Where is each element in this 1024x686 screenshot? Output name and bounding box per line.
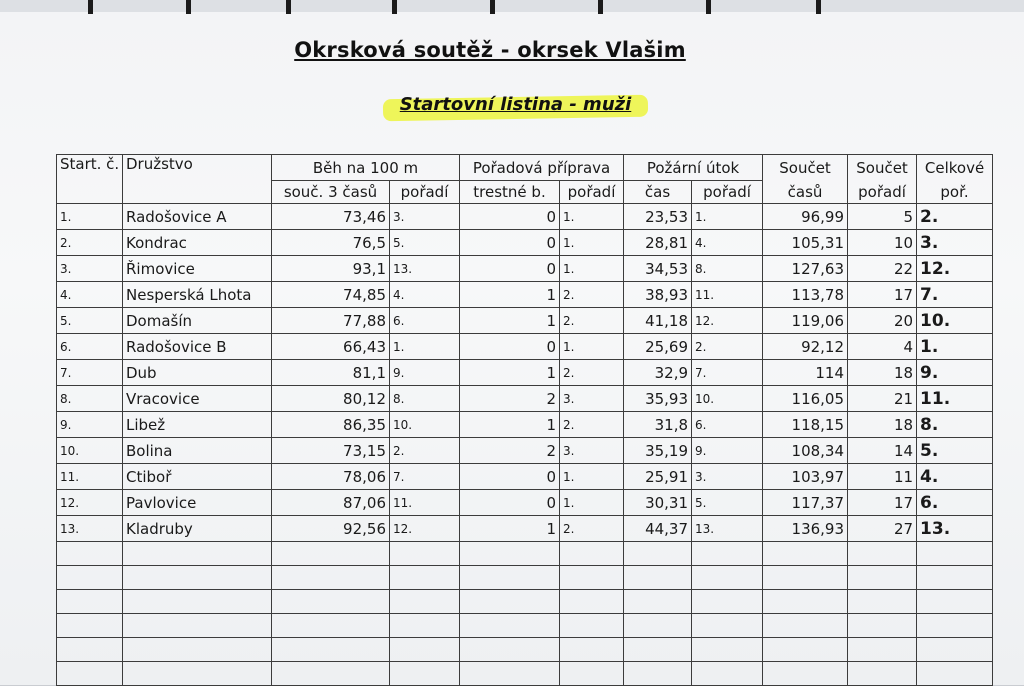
cell-run-rank: 6. [390, 308, 460, 334]
cell-overall: 11. [917, 386, 993, 412]
empty-cell [917, 590, 993, 614]
table-row [57, 308, 993, 334]
empty-cell [917, 638, 993, 662]
col-sum-time-1: Součet [763, 155, 848, 181]
cell-team: Radošovice A [123, 204, 272, 230]
cell-prep-rank: 1. [560, 334, 624, 360]
pin-mark [392, 0, 397, 14]
empty-cell [624, 638, 692, 662]
cell-attack-rank: 6. [692, 412, 763, 438]
empty-cell [123, 566, 272, 590]
cell-team: Kladruby [123, 516, 272, 542]
cell-penalty: 1 [460, 360, 560, 386]
empty-cell [57, 590, 123, 614]
col-sum-time-2: časů [763, 181, 848, 204]
cell-sum-rank: 4 [848, 334, 917, 360]
table-row [57, 282, 993, 308]
cell-start: 13. [57, 516, 123, 542]
cell-sum-rank: 11 [848, 464, 917, 490]
col-sum-rank-1: Součet [848, 155, 917, 181]
pin-mark [490, 0, 495, 14]
empty-cell [917, 614, 993, 638]
empty-cell [272, 542, 390, 566]
cell-sum-time: 113,78 [763, 282, 848, 308]
cell-sum-time: 92,12 [763, 334, 848, 360]
col-attack-rank: pořadí [692, 181, 763, 204]
empty-row [57, 662, 993, 686]
empty-cell [390, 614, 460, 638]
cell-overall: 10. [917, 308, 993, 334]
pin-mark [706, 0, 711, 14]
cell-sum-time: 136,93 [763, 516, 848, 542]
col-prep-rank: pořadí [560, 181, 624, 204]
cell-penalty: 1 [460, 412, 560, 438]
empty-cell [123, 614, 272, 638]
empty-cell [460, 614, 560, 638]
empty-row [57, 566, 993, 590]
empty-cell [624, 566, 692, 590]
col-run-rank: pořadí [390, 181, 460, 204]
cell-start: 11. [57, 464, 123, 490]
empty-cell [560, 590, 624, 614]
empty-cell [390, 662, 460, 686]
cell-start: 9. [57, 412, 123, 438]
col-start: Start. č. [57, 155, 123, 204]
cell-attack-time: 30,31 [624, 490, 692, 516]
empty-cell [272, 614, 390, 638]
cell-team: Řimovice [123, 256, 272, 282]
empty-cell [390, 638, 460, 662]
empty-cell [692, 590, 763, 614]
cell-run-rank: 11. [390, 490, 460, 516]
cell-prep-rank: 1. [560, 230, 624, 256]
cell-attack-time: 28,81 [624, 230, 692, 256]
empty-cell [57, 662, 123, 686]
cell-attack-time: 34,53 [624, 256, 692, 282]
cell-run-time: 92,56 [272, 516, 390, 542]
cell-attack-rank: 8. [692, 256, 763, 282]
table-body [57, 155, 993, 686]
empty-row [57, 638, 993, 662]
cell-run-rank: 1. [390, 334, 460, 360]
empty-cell [763, 542, 848, 566]
cell-run-time: 93,1 [272, 256, 390, 282]
table-row [57, 230, 993, 256]
cell-sum-time: 103,97 [763, 464, 848, 490]
empty-row [57, 614, 993, 638]
cell-sum-rank: 27 [848, 516, 917, 542]
pin-mark [186, 0, 191, 14]
cell-start: 8. [57, 386, 123, 412]
empty-cell [848, 566, 917, 590]
cell-run-rank: 7. [390, 464, 460, 490]
col-sum-rank-2: pořadí [848, 181, 917, 204]
cell-start: 12. [57, 490, 123, 516]
cell-start: 7. [57, 360, 123, 386]
cell-penalty: 0 [460, 204, 560, 230]
cell-attack-time: 35,19 [624, 438, 692, 464]
empty-cell [460, 638, 560, 662]
table-row [57, 516, 993, 542]
col-attack: Požární útok [624, 155, 763, 181]
empty-cell [123, 542, 272, 566]
cell-attack-time: 25,69 [624, 334, 692, 360]
cell-overall: 9. [917, 360, 993, 386]
empty-cell [57, 638, 123, 662]
col-overall-1: Celkové [917, 155, 993, 181]
cell-sum-rank: 5 [848, 204, 917, 230]
cell-prep-rank: 2. [560, 360, 624, 386]
empty-cell [560, 638, 624, 662]
page-title: Okrsková soutěž - okrsek Vlašim [294, 38, 686, 62]
empty-row [57, 590, 993, 614]
table-row [57, 386, 993, 412]
cell-team: Libež [123, 412, 272, 438]
cell-attack-time: 23,53 [624, 204, 692, 230]
empty-cell [390, 542, 460, 566]
empty-cell [692, 638, 763, 662]
cell-prep-rank: 1. [560, 256, 624, 282]
col-team: Družstvo [123, 155, 272, 204]
empty-cell [560, 614, 624, 638]
empty-cell [272, 566, 390, 590]
cell-penalty: 0 [460, 230, 560, 256]
col-prep-penalty: trestné b. [460, 181, 560, 204]
empty-cell [123, 638, 272, 662]
cell-run-rank: 4. [390, 282, 460, 308]
cell-attack-rank: 3. [692, 464, 763, 490]
table-row [57, 334, 993, 360]
page-subtitle: Startovní listina - muži [399, 94, 632, 115]
cell-prep-rank: 2. [560, 412, 624, 438]
cell-team: Dub [123, 360, 272, 386]
cell-overall: 3. [917, 230, 993, 256]
cell-attack-time: 25,91 [624, 464, 692, 490]
cell-sum-rank: 21 [848, 386, 917, 412]
cell-sum-rank: 10 [848, 230, 917, 256]
cell-attack-time: 31,8 [624, 412, 692, 438]
empty-cell [848, 638, 917, 662]
cell-run-time: 78,06 [272, 464, 390, 490]
cell-start: 1. [57, 204, 123, 230]
table-row [57, 256, 993, 282]
cell-overall: 4. [917, 464, 993, 490]
col-run: Běh na 100 m [272, 155, 460, 181]
cell-overall: 2. [917, 204, 993, 230]
paper-sheet [0, 12, 1024, 685]
cell-overall: 12. [917, 256, 993, 282]
col-run-time: souč. 3 časů [272, 181, 390, 204]
empty-cell [460, 590, 560, 614]
empty-cell [848, 614, 917, 638]
cell-run-time: 73,46 [272, 204, 390, 230]
empty-cell [624, 614, 692, 638]
cell-team: Ctiboř [123, 464, 272, 490]
cell-run-rank: 9. [390, 360, 460, 386]
table-row [57, 204, 993, 230]
cell-sum-time: 119,06 [763, 308, 848, 334]
cell-team: Kondrac [123, 230, 272, 256]
cell-run-rank: 8. [390, 386, 460, 412]
cell-attack-time: 35,93 [624, 386, 692, 412]
cell-sum-time: 127,63 [763, 256, 848, 282]
cell-attack-rank: 9. [692, 438, 763, 464]
cell-overall: 13. [917, 516, 993, 542]
cell-overall: 7. [917, 282, 993, 308]
empty-cell [917, 566, 993, 590]
empty-cell [692, 662, 763, 686]
cell-team: Bolina [123, 438, 272, 464]
cell-penalty: 2 [460, 386, 560, 412]
empty-cell [460, 566, 560, 590]
empty-cell [57, 542, 123, 566]
cell-sum-time: 105,31 [763, 230, 848, 256]
cell-attack-rank: 12. [692, 308, 763, 334]
table-row [57, 438, 993, 464]
cell-prep-rank: 2. [560, 308, 624, 334]
cell-penalty: 1 [460, 308, 560, 334]
cell-attack-time: 44,37 [624, 516, 692, 542]
empty-cell [123, 590, 272, 614]
cell-sum-time: 96,99 [763, 204, 848, 230]
empty-cell [272, 662, 390, 686]
pin-mark [598, 0, 603, 14]
cell-penalty: 0 [460, 490, 560, 516]
cell-sum-time: 114 [763, 360, 848, 386]
cell-start: 2. [57, 230, 123, 256]
cell-start: 3. [57, 256, 123, 282]
cell-prep-rank: 3. [560, 438, 624, 464]
cell-sum-time: 108,34 [763, 438, 848, 464]
cell-run-time: 86,35 [272, 412, 390, 438]
cell-attack-rank: 2. [692, 334, 763, 360]
cell-attack-rank: 1. [692, 204, 763, 230]
empty-cell [460, 542, 560, 566]
empty-cell [390, 566, 460, 590]
cell-run-time: 77,88 [272, 308, 390, 334]
empty-cell [763, 638, 848, 662]
empty-cell [624, 542, 692, 566]
cell-attack-rank: 11. [692, 282, 763, 308]
empty-cell [560, 662, 624, 686]
cell-run-time: 66,43 [272, 334, 390, 360]
pin-mark [816, 0, 821, 14]
empty-cell [460, 662, 560, 686]
cell-run-rank: 10. [390, 412, 460, 438]
cell-penalty: 0 [460, 256, 560, 282]
cell-attack-time: 32,9 [624, 360, 692, 386]
cell-sum-rank: 20 [848, 308, 917, 334]
table-row [57, 412, 993, 438]
cell-sum-rank: 22 [848, 256, 917, 282]
cell-overall: 8. [917, 412, 993, 438]
empty-cell [848, 542, 917, 566]
empty-cell [272, 590, 390, 614]
col-overall-2: poř. [917, 181, 993, 204]
cell-start: 10. [57, 438, 123, 464]
empty-row [57, 542, 993, 566]
cell-prep-rank: 1. [560, 464, 624, 490]
cell-penalty: 2 [460, 438, 560, 464]
pin-mark [88, 0, 93, 14]
empty-cell [560, 566, 624, 590]
cell-penalty: 1 [460, 282, 560, 308]
empty-cell [560, 542, 624, 566]
empty-cell [272, 638, 390, 662]
empty-cell [763, 566, 848, 590]
start-list-table [56, 154, 993, 686]
cell-run-time: 80,12 [272, 386, 390, 412]
cell-sum-rank: 18 [848, 360, 917, 386]
table-row [57, 360, 993, 386]
cell-prep-rank: 2. [560, 282, 624, 308]
subtitle-block [383, 92, 648, 120]
empty-cell [624, 590, 692, 614]
table-row [57, 464, 993, 490]
cell-run-rank: 2. [390, 438, 460, 464]
cell-start: 6. [57, 334, 123, 360]
cell-attack-rank: 10. [692, 386, 763, 412]
cell-team: Domašín [123, 308, 272, 334]
cell-run-rank: 12. [390, 516, 460, 542]
empty-cell [624, 662, 692, 686]
col-attack-time: čas [624, 181, 692, 204]
cell-run-rank: 5. [390, 230, 460, 256]
cell-team: Radošovice B [123, 334, 272, 360]
empty-cell [390, 590, 460, 614]
cell-sum-rank: 17 [848, 282, 917, 308]
cell-overall: 6. [917, 490, 993, 516]
cell-attack-rank: 5. [692, 490, 763, 516]
cell-prep-rank: 1. [560, 490, 624, 516]
empty-cell [123, 662, 272, 686]
cell-run-time: 81,1 [272, 360, 390, 386]
cell-prep-rank: 1. [560, 204, 624, 230]
header-row-1 [57, 155, 993, 181]
cell-sum-time: 116,05 [763, 386, 848, 412]
empty-cell [692, 542, 763, 566]
cell-team: Vracovice [123, 386, 272, 412]
cell-start: 4. [57, 282, 123, 308]
cell-run-time: 87,06 [272, 490, 390, 516]
cell-attack-time: 41,18 [624, 308, 692, 334]
empty-cell [848, 662, 917, 686]
cell-sum-time: 117,37 [763, 490, 848, 516]
cell-sum-time: 118,15 [763, 412, 848, 438]
cell-run-rank: 3. [390, 204, 460, 230]
cell-prep-rank: 3. [560, 386, 624, 412]
empty-cell [763, 662, 848, 686]
cell-prep-rank: 2. [560, 516, 624, 542]
col-prep: Pořadová příprava [460, 155, 624, 181]
cell-run-time: 74,85 [272, 282, 390, 308]
cell-overall: 1. [917, 334, 993, 360]
cell-start: 5. [57, 308, 123, 334]
pin-mark [286, 0, 291, 14]
empty-cell [57, 566, 123, 590]
cell-sum-rank: 14 [848, 438, 917, 464]
cell-sum-rank: 17 [848, 490, 917, 516]
cell-penalty: 1 [460, 516, 560, 542]
empty-cell [763, 590, 848, 614]
empty-cell [692, 566, 763, 590]
cell-penalty: 0 [460, 334, 560, 360]
empty-cell [848, 590, 917, 614]
empty-cell [917, 662, 993, 686]
empty-cell [692, 614, 763, 638]
empty-cell [763, 614, 848, 638]
cell-team: Pavlovice [123, 490, 272, 516]
table-row [57, 490, 993, 516]
cell-run-rank: 13. [390, 256, 460, 282]
empty-cell [917, 542, 993, 566]
cell-run-time: 76,5 [272, 230, 390, 256]
cell-attack-time: 38,93 [624, 282, 692, 308]
cell-penalty: 0 [460, 464, 560, 490]
cell-attack-rank: 7. [692, 360, 763, 386]
cell-attack-rank: 13. [692, 516, 763, 542]
cell-attack-rank: 4. [692, 230, 763, 256]
cell-team: Nesperská Lhota [123, 282, 272, 308]
cell-sum-rank: 18 [848, 412, 917, 438]
cell-run-time: 73,15 [272, 438, 390, 464]
empty-cell [57, 614, 123, 638]
cell-overall: 5. [917, 438, 993, 464]
